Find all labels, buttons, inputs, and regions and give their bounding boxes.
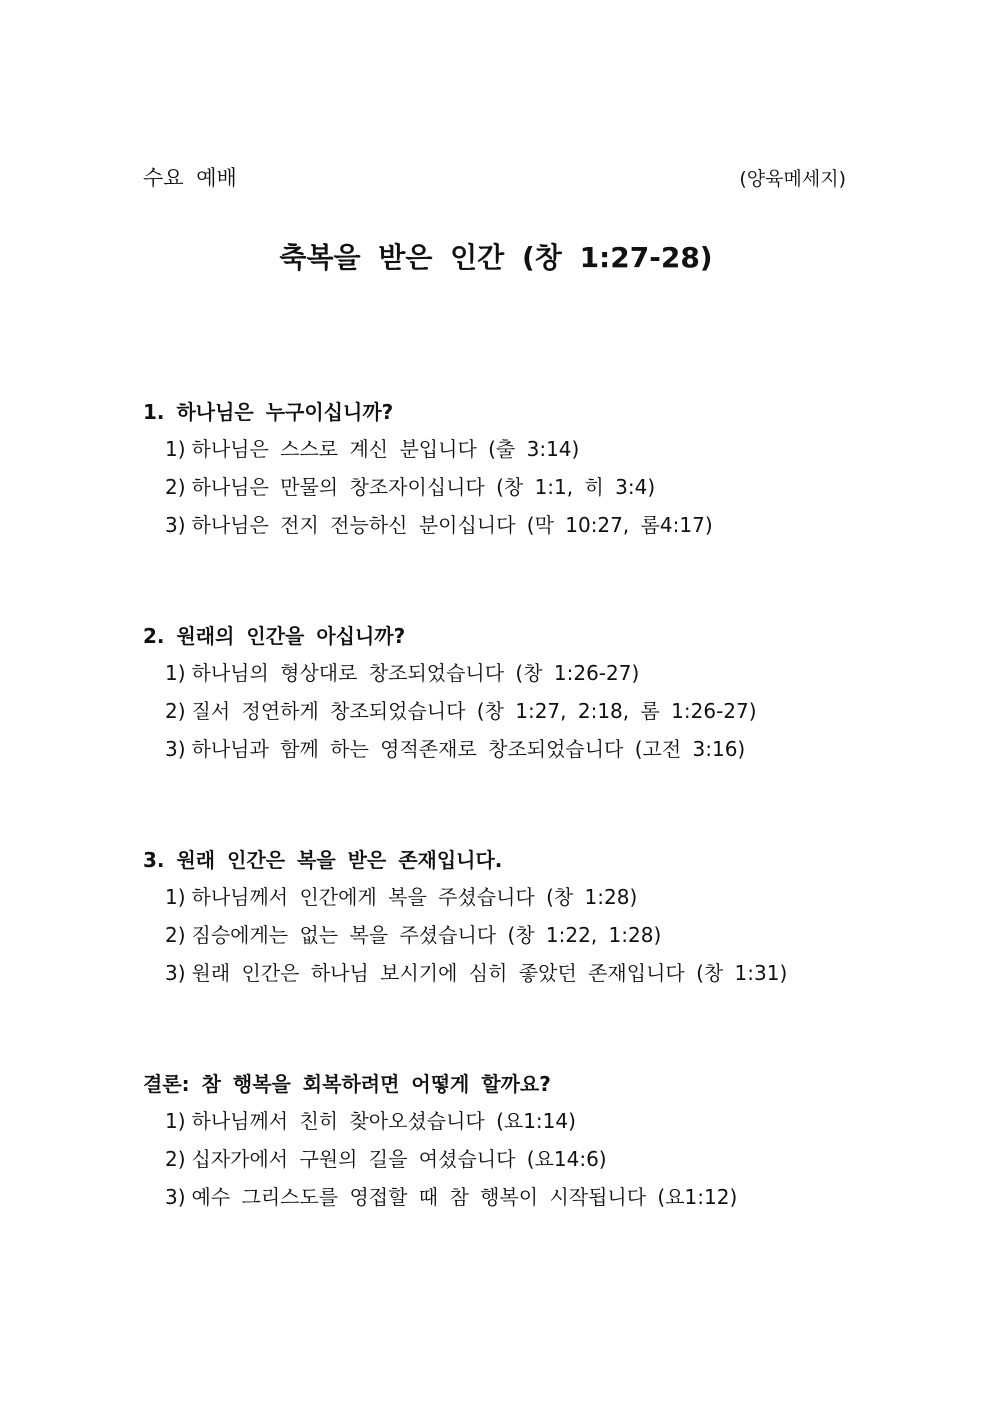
section-heading: 1. 하나님은 누구이십니까?: [143, 400, 394, 424]
list-item: [143, 430, 903, 468]
item-text: 십자가에서 구원의 길을 여셨습니다 (요14:6): [191, 1147, 607, 1171]
service-label: 수요 예배: [143, 166, 237, 190]
item-text: 하나님께서 친히 찾아오셨습니다 (요1:14): [191, 1109, 576, 1133]
list-item: [143, 506, 903, 544]
item-text: 질서 정연하게 창조되었습니다 (창 1:27, 2:18, 롬 1:26-27): [191, 699, 757, 723]
list-item: [143, 730, 903, 768]
item-text: 짐승에게는 없는 복을 주셨습니다 (창 1:22, 1:28): [191, 923, 662, 947]
item-text: 하나님의 형상대로 창조되었습니다 (창 1:26-27): [191, 661, 640, 685]
item-text: 원래 인간은 하나님 보시기에 심히 좋았던 존재입니다 (창 1:31): [191, 961, 788, 985]
item-text: 예수 그리스도를 영접할 때 참 행복이 시작됩니다 (요1:12): [191, 1185, 738, 1209]
item-number: 1): [165, 885, 186, 909]
item-text: 하나님께서 인간에게 복을 주셨습니다 (창 1:28): [191, 885, 638, 909]
item-text: 하나님과 함께 하는 영적존재로 창조되었습니다 (고전 3:16): [191, 737, 746, 761]
list-item: [143, 1140, 903, 1178]
sermon-title: 축복을 받은 인간 (창 1:27-28): [279, 241, 713, 274]
list-item: [143, 954, 903, 992]
item-text: 하나님은 만물의 창조자이십니다 (창 1:1, 히 3:4): [191, 475, 656, 499]
item-number: 3): [165, 513, 186, 537]
list-item: [143, 654, 903, 692]
section-heading: 2. 원래의 인간을 아십니까?: [143, 624, 406, 648]
list-item: [143, 1178, 903, 1216]
list-item: [143, 878, 903, 916]
section-heading: 3. 원래 인간은 복을 받은 존재입니다.: [143, 848, 503, 872]
item-number: 2): [165, 475, 186, 499]
item-number: 1): [165, 437, 186, 461]
list-item: [143, 1102, 903, 1140]
item-number: 2): [165, 699, 186, 723]
list-item: [143, 468, 903, 506]
list-item: [143, 916, 903, 954]
list-item: [143, 692, 903, 730]
item-number: 3): [165, 737, 186, 761]
section-2: [143, 618, 903, 768]
item-number: 2): [165, 1147, 186, 1171]
message-type-label: (양육메세지): [739, 168, 846, 190]
item-text: 하나님은 전지 전능하신 분이십니다 (막 10:27, 롬4:17): [191, 513, 713, 537]
item-number: 1): [165, 1109, 186, 1133]
item-text: 하나님은 스스로 계신 분입니다 (출 3:14): [191, 437, 580, 461]
section-1: [143, 394, 903, 544]
item-number: 3): [165, 1185, 186, 1209]
item-number: 2): [165, 923, 186, 947]
section-3: [143, 842, 903, 992]
item-number: 3): [165, 961, 186, 985]
section-conclusion: [143, 1066, 903, 1216]
item-number: 1): [165, 661, 186, 685]
section-heading: 결론: 참 행복을 회복하려면 어떻게 할까요?: [143, 1072, 551, 1096]
